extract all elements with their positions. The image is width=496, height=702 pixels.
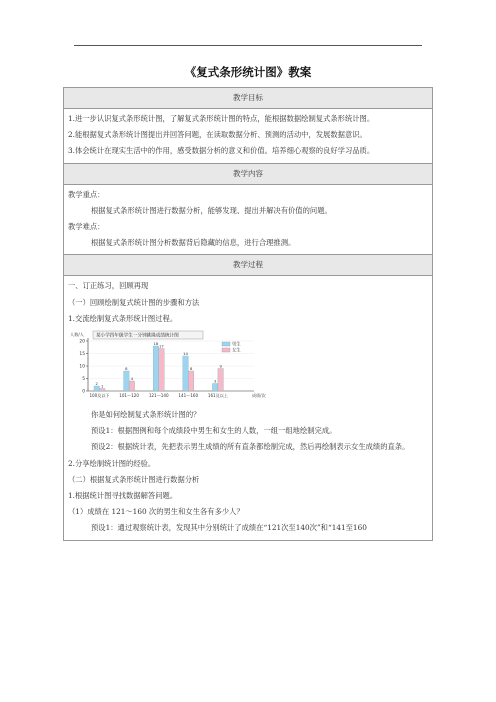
process-line-10: （1）成绩在 121～160 次的男生和女生各有多少人？	[68, 507, 244, 517]
bar-value-label: 9	[219, 363, 222, 369]
bar-boys	[124, 371, 130, 391]
legend-label: 女生	[232, 348, 241, 354]
difficulty-text: 根据复式条形统计图分析数据背后隐藏的信息，进行合理推测。	[91, 238, 296, 248]
legend-swatch	[222, 348, 230, 352]
bar-value-label: 14	[183, 351, 188, 357]
process-line-1: 一、订正练习，回顾再现	[68, 281, 149, 291]
x-tick-label: 141～160	[178, 393, 199, 399]
bar-girls	[159, 349, 165, 392]
process-line-11: 预设1：通过观察统计表，发现其中分别统计了成绩在“121次至140次”和“141至160	[91, 523, 367, 533]
process-line-2: （一）回顾绘制复式统计图的步骤和方法	[68, 297, 200, 307]
process-heading: 教学过程	[64, 255, 432, 276]
bar-girls	[100, 389, 106, 392]
bar-boys	[183, 356, 189, 391]
bar-boys	[153, 346, 159, 391]
key-point-text: 根据复式条形统计图进行数据分析，能够发现、提出并解决有价值的问题。	[91, 205, 332, 215]
process-line-7: 2.分享绘制统计图的经验。	[68, 458, 156, 468]
lesson-plan-table	[63, 87, 433, 541]
bar-value-label: 2	[95, 381, 98, 387]
y-tick-label: 0	[82, 389, 85, 395]
process-line-8: （二）根据复式条形统计图进行数据分析	[68, 474, 200, 484]
process-line-3: 1.交流绘制复式条形统计图过程。	[68, 313, 178, 323]
header-rule	[74, 45, 422, 46]
y-tick-label: 15	[79, 352, 85, 358]
bar-chart-svg	[68, 329, 288, 403]
bar-boys	[212, 384, 218, 392]
document-title: 《复式条形统计图》教案	[184, 65, 312, 79]
bar-value-label: 8	[189, 366, 193, 372]
goal-item-2: 2.能根据复式条形统计图提出并回答问题，在读取数据分析、预测的活动中，发展数据意识。	[68, 130, 367, 140]
bar-girls	[188, 371, 194, 391]
x-tick-label: 100及以下	[89, 393, 110, 399]
bar-chart	[68, 329, 428, 403]
y-tick-label: 5	[82, 377, 85, 383]
difficulty-label: 教学难点：	[68, 222, 105, 232]
x-tick-label: 101～120	[119, 393, 139, 399]
content-heading: 教学内容	[64, 164, 432, 185]
bar-boys	[94, 386, 100, 391]
process-body	[64, 276, 432, 539]
bar-value-label: 17	[159, 343, 164, 349]
goal-item-1: 1.进一步认识复式条形统计图，了解复式条形统计图的特点，能根据数据绘制复式条形统计图。	[68, 114, 375, 123]
x-axis-label: 成绩/次	[252, 393, 266, 399]
key-point-label: 教学重点：	[68, 189, 105, 199]
x-tick-label: 121～140	[148, 393, 169, 399]
bar-girls	[218, 369, 224, 392]
bar-value-label: 1	[101, 383, 104, 389]
legend-label: 男生	[232, 342, 241, 348]
process-line-9: 1.根据统计图寻找数据解答问题。	[68, 491, 178, 501]
process-line-4: 你是如何绘制复式条形统计图的？	[91, 410, 201, 420]
x-tick-label: 161及以上	[207, 393, 228, 399]
y-tick-label: 10	[79, 364, 85, 370]
bar-value-label: 3	[213, 378, 217, 384]
chart-title: 某小学四年级学生一分钟跳绳成绩统计图	[96, 333, 179, 339]
content-body	[64, 185, 432, 256]
process-line-5: 预设1：根据图例和每个成绩段中男生和女生的人数，一组一组地绘制完成。	[91, 426, 337, 436]
bar-value-label: 18	[153, 341, 159, 347]
legend-swatch	[222, 342, 230, 346]
y-tick-label: 20	[79, 339, 85, 345]
goals-heading: 教学目标	[64, 88, 432, 109]
goal-item-3: 3.体会统计在现实生活中的作用，感受数据分析的意义和价值。培养细心观察的良好学习品质。	[68, 146, 375, 156]
bar-value-label: 4	[130, 376, 134, 382]
bar-value-label: 8	[125, 366, 128, 372]
y-axis-label: 人数/人	[70, 332, 84, 338]
process-line-6: 预设2：根据统计表，先把表示男生成绩的所有直条都绘制完成，然后再绘制表示女生成绩的直条。	[91, 442, 410, 452]
goals-body	[64, 109, 432, 164]
bar-girls	[129, 381, 135, 391]
